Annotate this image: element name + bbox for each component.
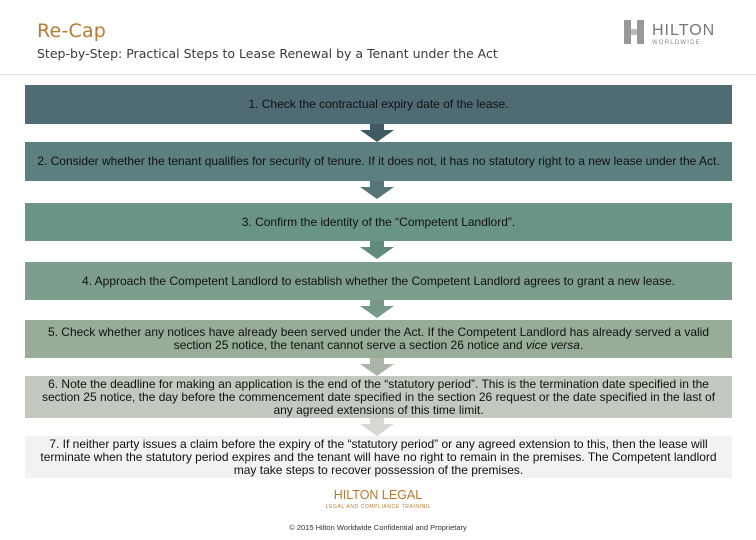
step-5-content [31,326,726,352]
page-title: Re-Cap [37,20,107,42]
header-divider [0,74,756,75]
step-2 [25,142,732,181]
logo-name: HILTON [652,22,716,39]
arrow-down-icon [360,358,394,376]
footer-brand: HILTON LEGAL [333,488,423,502]
step-4-text: 4. Approach the Competent Landlord to establish whether the Competent Landlord agrees to grant a new lease. [81,273,676,288]
page-subtitle: Step-by-Step: Practical Steps to Lease Renewal by a Tenant under the Act [37,46,498,61]
step-6 [25,376,732,418]
step-3 [25,203,732,241]
step-6-text: 6. Note the deadline for making an application is the end of the “statutory period”. This is the termination date specified in the section 25 notice, the day before the commencement date specified in the section 26 request or the date specified in the last of any agreed extensions of this time limit. [41,376,716,417]
arrow-down-icon [360,300,394,318]
step-5-suffix: . [579,338,584,352]
hilton-logo [622,18,732,50]
logo-subtitle: WORLDWIDE [652,40,701,46]
step-1 [25,85,732,124]
step-3-text: 3. Confirm the identity of the “Competent Landlord”. [241,214,516,229]
footer-tagline: LEGAL AND COMPLIANCE TRAINING [325,504,431,510]
step-5-text: 5. Check whether any notices have already been served under the Act. If the Competent Landlord has already served a valid section 25 notice, the tenant cannot serve a section 26 notice and [47,325,710,352]
step-2-text: 2. Consider whether the tenant qualifies for security of tenure. If it does not, it has no statutory right to a new lease under the Act. [37,154,720,168]
step-1-text: 1. Check the contractual expiry date of the lease. [248,97,509,111]
arrow-down-icon [360,418,394,436]
arrow-down-icon [360,241,394,259]
step-7 [25,436,732,478]
footer-copyright: © 2015 Hilton Worldwide Confidential and Proprietary [289,523,467,532]
step-4 [25,262,732,300]
step-5 [25,320,732,358]
step-5-emphasis: vice versa [525,338,580,352]
arrow-down-icon [360,181,394,199]
arrow-down-icon [360,124,394,142]
step-7-text: 7. If neither party issues a claim before the expiry of the “statutory period” or any agreed extension to this, then the lease will terminate when the statutory period expires and the tenant will have no right to remain in the premises. The Competent landlord may take steps to recover possession of the premises. [40,436,717,477]
hilton-logo-icon [622,18,648,46]
